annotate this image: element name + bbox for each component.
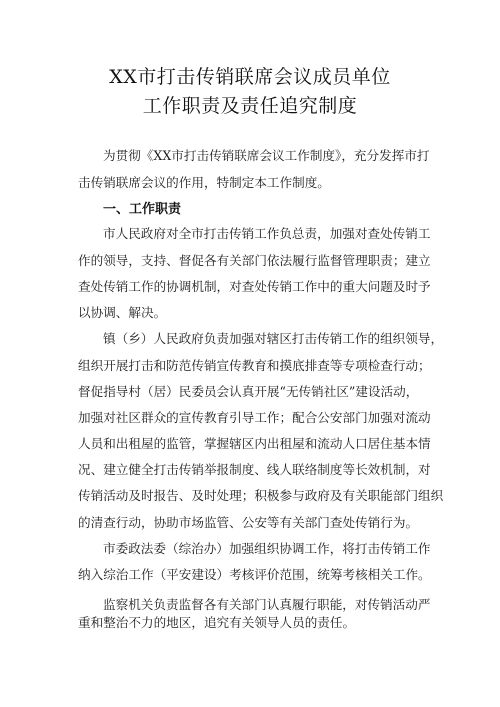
document-title-line-1: XX市打击传销联席会议成员单位: [109, 66, 391, 88]
para2-line-3: 督促指导村（居）民委员会认真开展“无传销社区”建设活动，: [78, 384, 419, 399]
para3-line-2: 纳入综治工作（平安建设）考核评价范围，统筹考核相关工作。: [78, 567, 431, 582]
para3-line-1: 市委政法委（综治办）加强组织协调工作，将打击传销工作: [103, 541, 431, 556]
intro-line-2: 击传销联席会议的作用，特制定本工作制度。: [78, 175, 330, 190]
para2-line-8: 的清查行动，协助市场监管、公安等有关部门查处传销行为。: [78, 515, 419, 530]
section-heading-work-duties: 一、工作职责: [103, 202, 182, 217]
para2-line-7: 传销活动及时报告、及时处理；积极参与政府及有关职能部门组织: [78, 488, 444, 503]
para2-line-5: 人员和出租屋的监管，掌握辖区内出租屋和流动人口居住基本情: [78, 436, 431, 451]
para1-line-4: 以协调、解决。: [78, 305, 167, 320]
para1-line-1: 市人民政府对全市打击传销工作负总责，加强对查处传销工: [103, 226, 431, 241]
document-title-line-2: 工作职责及责任追究制度: [142, 95, 358, 117]
para4-line-2: 重和整治不力的地区，追究有关领导人员的责任。: [78, 615, 356, 630]
para2-line-2: 组织开展打击和防范传销宣传教育和摸底排查等专项检查行动；: [78, 358, 431, 373]
para2-line-6: 况、建立健全打击传销举报制度、线人联络制度等长效机制，对: [78, 462, 431, 477]
para2-line-1: 镇（乡）人民政府负责加强对辖区打击传销工作的组织领导，: [103, 331, 444, 346]
para4-line-1: 监察机关负责监督各有关部门认真履行职能，对传销活动严: [103, 597, 431, 612]
para1-line-3: 查处传销工作的协调机制，对查处传销工作中的重大问题及时予: [78, 279, 431, 294]
para2-line-4: 加强对社区群众的宣传教育引导工作；配合公安部门加强对流动: [78, 410, 431, 425]
para1-line-2: 作的领导，支持、督促各有关部门依法履行监督管理职责；建立: [78, 253, 431, 268]
intro-line-1: 为贯彻《XX市打击传销联席会议工作制度》，充分发挥市打: [103, 148, 430, 163]
